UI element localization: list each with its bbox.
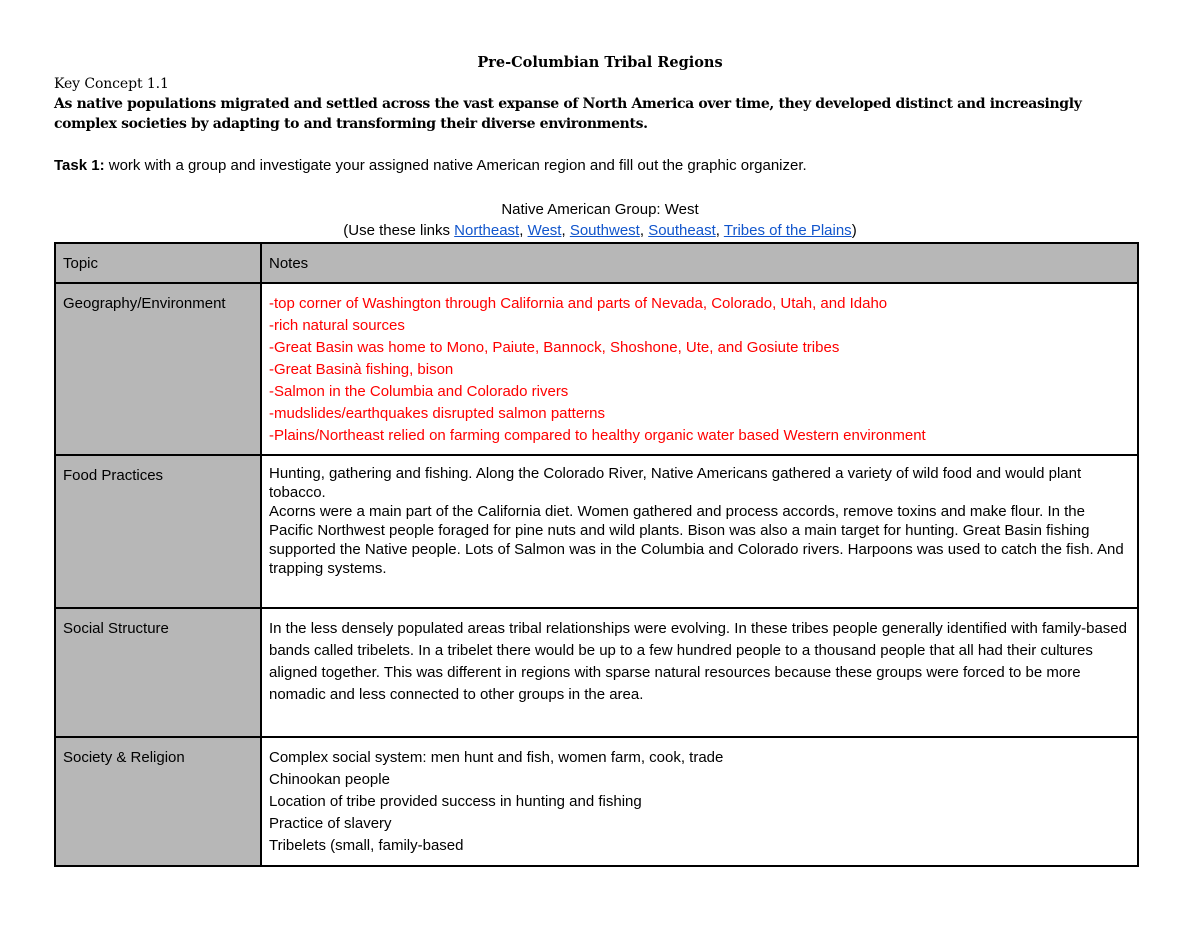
table-row: [55, 737, 1138, 866]
note-line: -Plains/Northeast relied on farming compared to healthy organic water based Western environment: [269, 427, 926, 444]
link-northeast[interactable]: Northeast: [454, 222, 520, 239]
note-line: -top corner of Washington through California and parts of Nevada, Colorado, Utah, and Idaho: [269, 295, 888, 312]
key-concept-block: [54, 74, 1144, 134]
row-notes-social-structure: [261, 608, 1138, 737]
link-separator: ,: [519, 222, 528, 239]
note-line: -rich natural sources: [269, 317, 405, 334]
row-notes-food: [261, 455, 1138, 608]
page-title: Pre-Columbian Tribal Regions: [477, 54, 723, 71]
row-topic-social-structure: Social Structure: [55, 608, 261, 737]
row-topic-geography: Geography/Environment: [55, 283, 261, 455]
header-notes: Notes: [261, 243, 1138, 283]
note-line: -Great Basinà fishing, bison: [269, 361, 454, 378]
note-line: Acorns were a main part of the California diet. Women gathered and process accords, remove toxins and make flour. In the Pacific Northwest people foraged for pine nuts and wild plants. Bison was also a main target for hunting. Great Basin fishing supported the Native people. Lots of Salmon was in the Columbia and Colorado rivers. Harpoons was used to catch the fish. And trapping systems.: [269, 503, 1124, 577]
row-notes-geography: [261, 283, 1138, 455]
note-line: In the less densely populated areas tribal relationships were evolving. In these tribes people generally identified with family-based bands called tribelets. In a tribelet there would be up to a few hundred people to a thousand people that all had their cultures aligned together. This was different in regions with sparse natural resources because these groups were forced to be more nomadic and less connected to other groups in the area.: [269, 620, 1127, 703]
region-links: [0, 220, 1200, 241]
table-row: [55, 283, 1138, 455]
link-separator: ,: [561, 222, 570, 239]
graphic-organizer-table: [54, 242, 1139, 867]
row-notes-society-religion: [261, 737, 1138, 866]
row-topic-society-religion: Society & Religion: [55, 737, 261, 866]
link-west[interactable]: West: [527, 222, 562, 239]
task-text: work with a group and investigate your assigned native American region and fill out the graphic organizer.: [104, 157, 807, 174]
note-line: -mudslides/earthquakes disrupted salmon patterns: [269, 405, 606, 422]
table-row: [55, 455, 1138, 608]
note-line: -Salmon in the Columbia and Colorado rivers: [269, 383, 569, 400]
table-header-row: [55, 243, 1138, 283]
note-line: Location of tribe provided success in hunting and fishing: [269, 793, 642, 810]
note-line: -Great Basin was home to Mono, Paiute, Bannock, Shoshone, Ute, and Gosiute tribes: [269, 339, 840, 356]
key-concept-label: Key Concept 1.1: [54, 76, 169, 92]
note-line: Tribelets (small, family-based: [269, 837, 464, 854]
link-tribes-of-the-plains[interactable]: Tribes of the Plains: [723, 222, 852, 239]
key-concept-text: As native populations migrated and settled across the vast expanse of North America over time, they developed distinct and increasingly complex societies by adapting to and transforming their diverse environments.: [54, 96, 1082, 132]
note-line: Chinookan people: [269, 771, 390, 788]
row-topic-food: Food Practices: [55, 455, 261, 608]
link-southwest[interactable]: Southwest: [569, 222, 640, 239]
note-line: Practice of slavery: [269, 815, 392, 832]
links-suffix: ): [851, 222, 857, 239]
task-label: Task 1:: [54, 157, 105, 174]
link-southeast[interactable]: Southeast: [648, 222, 716, 239]
link-separator: ,: [715, 222, 724, 239]
table-row: [55, 608, 1138, 737]
link-separator: ,: [639, 222, 649, 239]
links-prefix: (Use these links: [343, 222, 455, 239]
header-topic: Topic: [55, 243, 261, 283]
note-line: Hunting, gathering and fishing. Along the Colorado River, Native Americans gathered a variety of wild food and would plant tobacco.: [269, 465, 1082, 501]
group-heading: Native American Group: West: [501, 201, 699, 218]
task-instruction: [54, 155, 807, 177]
note-line: Complex social system: men hunt and fish, women farm, cook, trade: [269, 749, 724, 766]
